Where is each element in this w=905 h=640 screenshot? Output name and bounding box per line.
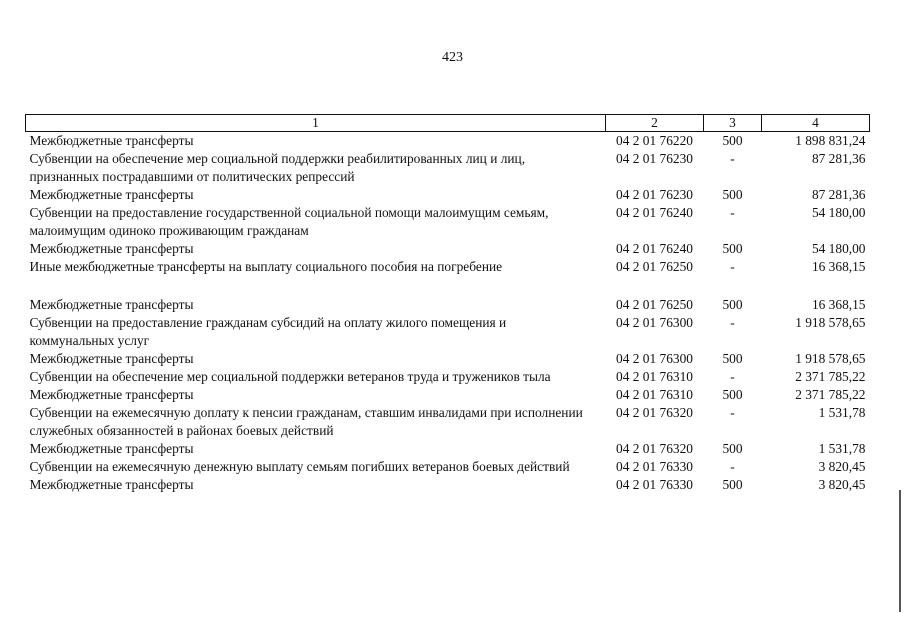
row-amount: 16 368,15 (811, 259, 866, 274)
row-amount: 54 180,00 (811, 205, 866, 220)
table-row (26, 404, 870, 440)
row-expense-type: 500 (722, 477, 743, 492)
row-amount: 3 820,45 (818, 477, 866, 492)
row-amount: 1 918 578,65 (795, 315, 866, 330)
row-amount: 1 531,78 (818, 405, 866, 420)
row-name: Субвенции на ежемесячную денежную выплату семьям погибших ветеранов боевых действий (29, 459, 570, 474)
row-amount: 1 531,78 (818, 441, 866, 456)
row-name: Межбюджетные трансферты (29, 297, 194, 312)
row-name: Межбюджетные трансферты (29, 477, 194, 492)
table-row (26, 476, 870, 494)
table-row (26, 204, 870, 240)
row-name: Межбюджетные трансферты (29, 441, 194, 456)
row-name: Межбюджетные трансферты (29, 351, 194, 366)
row-name: Межбюджетные трансферты (29, 187, 194, 202)
row-expense-type: - (730, 259, 735, 274)
table-row (26, 440, 870, 458)
header-col-3: 3 (704, 115, 762, 132)
row-name: Субвенции на обеспечение мер социальной поддержки реабилитированных лиц и лиц, признанных пострадавшими от политических репрессий (29, 151, 526, 184)
row-amount: 2 371 785,22 (795, 369, 866, 384)
row-code: 04 2 01 76330 (616, 477, 693, 492)
row-expense-type: 500 (722, 387, 743, 402)
header-row (26, 115, 870, 132)
table-row (26, 350, 870, 368)
row-amount: 16 368,15 (811, 297, 866, 312)
row-code: 04 2 01 76250 (616, 297, 693, 312)
row-code: 04 2 01 76240 (616, 241, 693, 256)
table-header (26, 115, 870, 132)
page-number: 423 (442, 50, 463, 65)
table-row (26, 186, 870, 204)
row-expense-type: - (730, 405, 735, 420)
row-name: Субвенции на предоставление гражданам субсидий на оплату жилого помещения и коммунальных услуг (29, 315, 507, 348)
row-expense-type: - (730, 205, 735, 220)
row-code: 04 2 01 76250 (616, 259, 693, 274)
row-code: 04 2 01 76240 (616, 205, 693, 220)
table-row (26, 132, 870, 151)
row-name: Субвенции на ежемесячную доплату к пенсии гражданам, ставшим инвалидами при исполнении служебных обязанностей в районах боевых действий (29, 405, 583, 438)
row-name: Межбюджетные трансферты (29, 133, 194, 148)
row-code: 04 2 01 76300 (616, 315, 693, 330)
header-col-4: 4 (762, 115, 870, 132)
row-amount: 1 898 831,24 (795, 133, 866, 148)
row-name: Субвенции на обеспечение мер социальной поддержки ветеранов труда и тружеников тыла (29, 369, 551, 384)
scan-edge-mark (899, 490, 901, 612)
row-code: 04 2 01 76310 (616, 387, 693, 402)
row-name: Субвенции на предоставление государственной социальной помощи малоимущим семьям, малоимущим одиноко проживающим гражданам (29, 205, 549, 238)
row-code: 04 2 01 76320 (616, 441, 693, 456)
table-row (26, 296, 870, 314)
row-name: Межбюджетные трансферты (29, 241, 194, 256)
row-expense-type: 500 (722, 133, 743, 148)
table-row (26, 150, 870, 186)
row-expense-type: 500 (722, 297, 743, 312)
row-amount: 87 281,36 (811, 151, 866, 166)
row-code: 04 2 01 76230 (616, 187, 693, 202)
table-row (26, 386, 870, 404)
table-row (26, 368, 870, 386)
row-expense-type: 500 (722, 351, 743, 366)
table-row (26, 458, 870, 476)
row-expense-type: - (730, 151, 735, 166)
row-expense-type: 500 (722, 187, 743, 202)
row-amount: 87 281,36 (811, 187, 866, 202)
row-code: 04 2 01 76330 (616, 459, 693, 474)
row-expense-type: - (730, 459, 735, 474)
header-col-2: 2 (606, 115, 704, 132)
row-amount: 54 180,00 (811, 241, 866, 256)
row-expense-type: 500 (722, 241, 743, 256)
row-expense-type: - (730, 369, 735, 384)
table-row (26, 258, 870, 296)
row-amount: 3 820,45 (818, 459, 866, 474)
table-body (26, 132, 870, 495)
row-code: 04 2 01 76220 (616, 133, 693, 148)
row-code: 04 2 01 76310 (616, 369, 693, 384)
row-expense-type: - (730, 315, 735, 330)
row-code: 04 2 01 76300 (616, 351, 693, 366)
row-amount: 1 918 578,65 (795, 351, 866, 366)
table-row (26, 240, 870, 258)
row-expense-type: 500 (722, 441, 743, 456)
row-code: 04 2 01 76320 (616, 405, 693, 420)
row-name: Иные межбюджетные трансферты на выплату социального пособия на погребение (29, 259, 503, 274)
row-name: Межбюджетные трансферты (29, 387, 194, 402)
budget-table (25, 114, 870, 494)
row-code: 04 2 01 76230 (616, 151, 693, 166)
row-amount: 2 371 785,22 (795, 387, 866, 402)
table-row (26, 314, 870, 350)
header-col-1: 1 (26, 115, 606, 132)
